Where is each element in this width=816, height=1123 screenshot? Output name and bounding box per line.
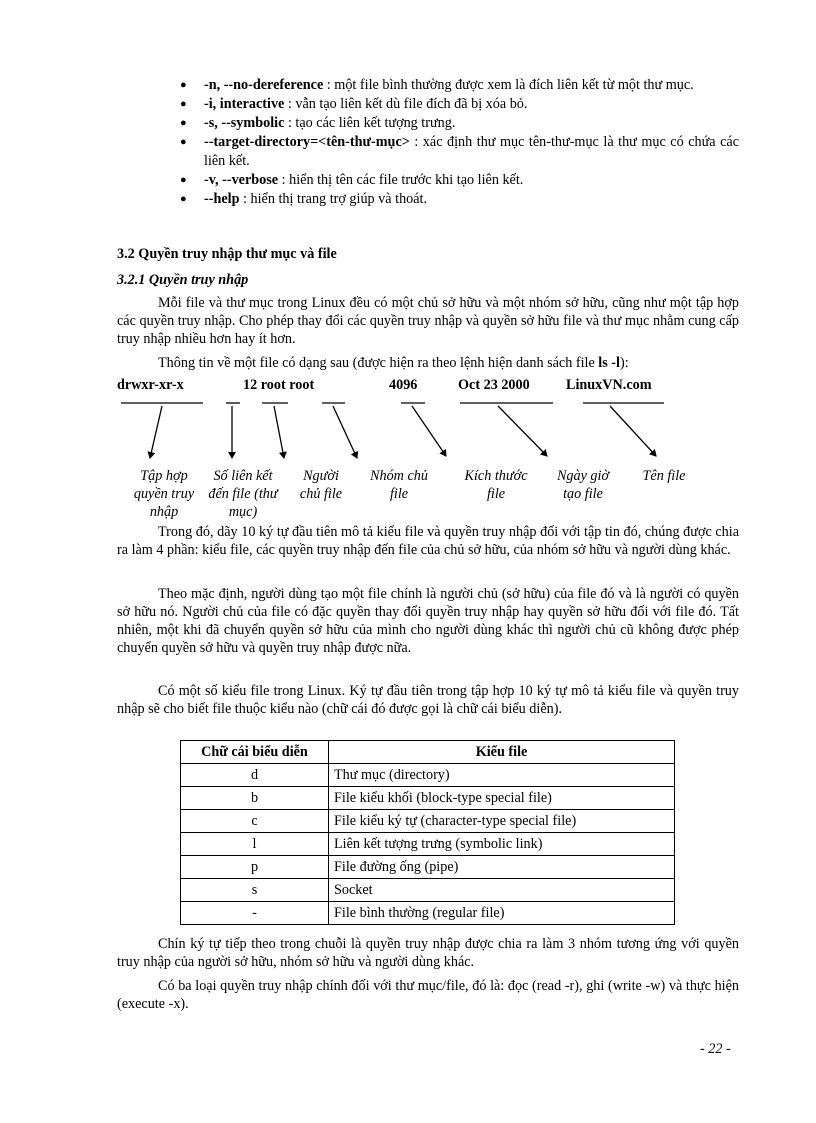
table-cell-type: Socket: [329, 879, 675, 902]
paragraph-file-types: Có một số kiểu file trong Linux. Ký tự đầu tiên trong tập hợp 10 ký tự mô tả kiểu file và quyền truy nhập sẽ cho biết file thuộc kiểu nào (chữ cái đó được gọi là chữ cái biểu diễn).: [117, 683, 739, 717]
label-filename: Tên file: [642, 468, 686, 484]
paragraph-owner-rights: Theo mặc định, người dùng tạo một file chính là người chủ (sở hữu) của file đó và là người có quyền sở hữu nó. Người chủ của file có đặc quyền thay đổi quyền truy nhập hay quyền sở hữu đối với file đó. Tất nhiên, một khi đã chuyển quyền sở hữu của mình cho người dùng khác thì người chủ cũ không được phép chuyển quyền sở hữu và quyền truy nhập được nữa.: [117, 586, 739, 656]
arrow-group: [333, 406, 357, 458]
paragraph-three-rights: Có ba loại quyền truy nhập chính đối với thư mục/file, đó là: đọc (read -r), ghi (write -w) và thực hiện (execute -x).: [117, 978, 739, 1012]
section-heading: 3.2 Quyền truy nhập thư mục và file: [117, 246, 337, 262]
paragraph-text: ):: [619, 355, 629, 371]
table-cell-type: File kiểu ký tự (character-type special file): [329, 810, 675, 833]
option-flag: -s, --symbolic: [204, 115, 285, 131]
table-cell-letter: p: [181, 856, 329, 879]
file-name: LinuxVN.com: [566, 377, 652, 393]
bullet-icon: ●: [180, 98, 187, 110]
file-perms: drwxr-xr-x: [117, 377, 184, 393]
label-size: Kích thước file: [464, 468, 528, 502]
file-date: Oct 23 2000: [458, 377, 530, 393]
option-desc: : hiển thị tên các file trước khi tạo liên kết.: [278, 172, 524, 188]
bullet-icon: ●: [180, 79, 187, 91]
table-cell-type: File đường ống (pipe): [329, 856, 675, 879]
option-desc: : vẫn tạo liên kết dù file đích đã bị xóa bỏ.: [284, 96, 528, 112]
option-flag: --target-directory=<tên-thư-mục>: [204, 134, 410, 150]
table-cell-letter: l: [181, 833, 329, 856]
column-header: Kiểu file: [329, 741, 675, 764]
paragraph-intro: Mỗi file và thư mục trong Linux đều có một chủ sở hữu và một nhóm sở hữu, cũng như một tập hợp các quyền truy nhập. Cho phép thay đổi các quyền truy nhập và quyền sở hữu file và thư mục nhằm cung cấp truy nhập nhiều hơn hay ít hơn.: [117, 295, 739, 347]
option-desc: : tạo các liên kết tượng trưng.: [284, 115, 456, 131]
bullet-icon: ●: [180, 136, 187, 148]
table-row: [181, 879, 675, 902]
table-header-row: [181, 741, 675, 764]
option-flag: -n, --no-dereference: [204, 77, 324, 93]
arrow-perms: [150, 406, 162, 458]
table-cell-type: File bình thường (regular file): [329, 902, 675, 925]
arrow-filename: [610, 406, 656, 456]
arrow-owner: [274, 406, 284, 458]
column-header: Chữ cái biểu diễn: [181, 741, 329, 764]
option-desc: : xác định thư mục tên-thư-mục là thư mục có chứa các liên kết.: [204, 134, 739, 169]
option-desc: : một file bình thường được xem là đích liên kết từ một thư mục.: [323, 77, 694, 93]
subsection-heading: 3.2.1 Quyền truy nhập: [117, 272, 249, 288]
arrow-size: [412, 406, 446, 456]
table-cell-letter: -: [181, 902, 329, 925]
table-row: [181, 787, 675, 810]
label-permission-set: Tập hợp quyền truy nhập: [133, 468, 195, 520]
paragraph-description: Trong đó, dãy 10 ký tự đầu tiên mô tả kiểu file và quyền truy nhập đối với tập tin đó, chúng được chia ra làm 4 phần: kiểu file, các quyền truy nhập đến file của chủ sở hữu, của nhóm sở hữu và người dùng khác.: [117, 524, 739, 558]
table-cell-type: Liên kết tượng trưng (symbolic link): [329, 833, 675, 856]
option-desc: : hiển thị trang trợ giúp và thoát.: [239, 191, 428, 207]
table-row: [181, 902, 675, 925]
label-datetime: Ngày giờ tạo file: [556, 468, 610, 502]
table-cell-letter: s: [181, 879, 329, 902]
page-number: - 22 -: [700, 1041, 731, 1057]
option-flag: -i, interactive: [204, 96, 285, 112]
bullet-icon: ●: [180, 117, 187, 129]
arrow-date: [498, 406, 547, 456]
file-size: 4096: [389, 377, 418, 393]
bullet-icon: ●: [180, 174, 187, 186]
file-type-table: [180, 740, 675, 925]
option-flag: --help: [204, 191, 240, 207]
table-row: [181, 810, 675, 833]
table-row: [181, 856, 675, 879]
table-cell-type: Thư mục (directory): [329, 764, 675, 787]
paragraph-nine-chars: Chín ký tự tiếp theo trong chuỗi là quyền truy nhập được chia ra làm 3 nhóm tương ứng với quyền truy nhập của người sở hữu, nhóm sở hữu và người dùng khác.: [117, 936, 739, 970]
option-flag: -v, --verbose: [204, 172, 279, 188]
table-cell-letter: c: [181, 810, 329, 833]
table-cell-letter: b: [181, 787, 329, 810]
table-row: [181, 833, 675, 856]
file-links-owner: 12 root root: [243, 377, 315, 393]
command-ls: ls -l: [598, 355, 620, 371]
table-row: [181, 764, 675, 787]
label-group: Nhóm chủ file: [370, 468, 428, 502]
table-cell-letter: d: [181, 764, 329, 787]
label-owner: Người chủ file: [299, 468, 343, 502]
paragraph-text: Thông tin về một file có dạng sau (được hiện ra theo lệnh hiện danh sách file: [158, 355, 599, 371]
bullet-icon: ●: [180, 193, 187, 205]
table-cell-type: File kiểu khối (block-type special file): [329, 787, 675, 810]
label-link-count: Số liên kết đến file (thư mục): [208, 468, 278, 520]
